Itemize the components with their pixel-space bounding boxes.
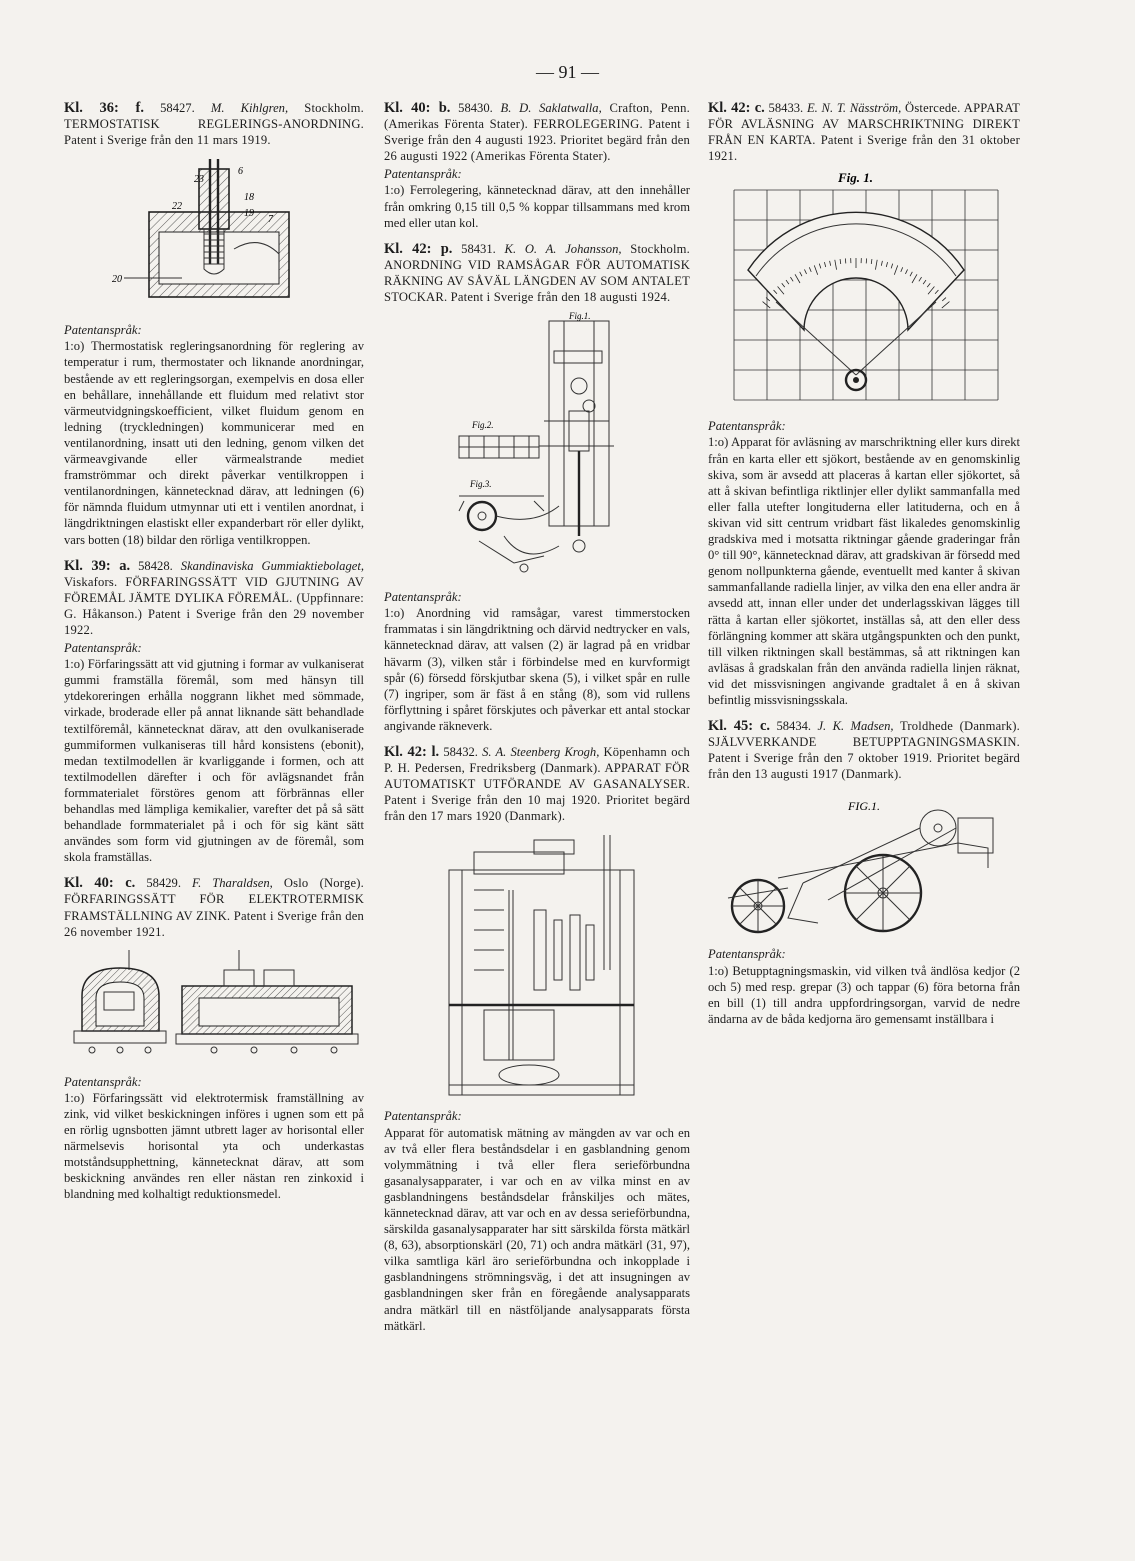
patent-number: 58429. [146, 876, 181, 891]
claim-text: 1:o) Betupptagningsmaskin, vid vilken två ändlösa kedjor (2 och 5) med resp. grepar (3) och tappar (6) föra betorna från en bill (1) till andra uppfordringsorgan, varvid de nedre ändarna av de båda kedjorna äro gemensamt inställbara i [708, 963, 1020, 1026]
class-code: Kl. 40: c. [64, 875, 136, 892]
fig-label: 6 [238, 166, 243, 178]
patent-entry-58428 [64, 558, 364, 866]
entry-heading: Östercede. APPARAT FÖR AVLÄSNING AV MARSCHRIKTNING DIREKT FRÅN EN KARTA. Patent i Sverige från den 31 oktober 1921. [708, 101, 1021, 164]
scale-tick [942, 298, 946, 301]
entry-heading: Köpenhamn och P. H. Pedersen, Fredriksberg (Danmark). APPARAT FÖR AUTOMATISKT UTFÖRANDE AV GASANALYSER. Patent i Sverige från den 10 maj 1920. Prioritet begärd från den 17 mars 1920 (Danmark). [384, 744, 690, 824]
entry-heading: Stockholm. ANORDNING VID RAMSÅGAR FÖR AUTOMATISK RÄKNING AV SÅVÄL LÄNGDEN AV SOM ANTALET STOCKAR. Patent i Sverige från den 18 augusti 1924. [384, 241, 690, 305]
fig-label: 20 [112, 274, 122, 286]
scale-tick [942, 302, 950, 308]
patent-number: 58431. [461, 241, 496, 256]
class-code: Kl. 42: c. [708, 100, 765, 116]
applicant: E. N. T. Näsström, [806, 101, 902, 115]
fig-label: Fig.3. [470, 479, 492, 490]
fig-label: 22 [172, 201, 182, 213]
figure-furnace [64, 946, 364, 1066]
fig-label: 18 [244, 192, 254, 204]
fig-title: Fig. 1. [838, 170, 874, 186]
figure-valve [64, 154, 364, 314]
claim-label: Patentanspråk: [64, 323, 142, 338]
class-code: Kl. 39: a. [64, 557, 131, 574]
patent-entry-58431 [384, 241, 690, 734]
figure-sawmill [384, 311, 690, 581]
class-code: Kl. 42: p. [384, 240, 453, 257]
figure-gas-apparatus [384, 830, 690, 1100]
patent-entry-58430 [384, 100, 690, 231]
column-3 [708, 100, 1020, 1037]
applicant: F. Tharaldsen, [192, 876, 273, 891]
entry-heading: Oslo (Norge). FÖRFARINGSSÄTT FÖR ELEKTROTERMISK FRAMSTÄLLNING AV ZINK. Patent i Sverige från den 26 november 1921. [64, 876, 365, 939]
patent-number: 58432. [443, 744, 478, 759]
claim-label: Patentanspråk: [64, 641, 142, 656]
class-code: Kl. 45: c. [708, 718, 771, 735]
claim-text: 1:o) Apparat för avläsning av marschriktning eller kurs direkt från en karta eller ett sjökort, bestående av en genomskinlig skiva, som är avsedd att placeras å kartan eller sjökortet, så att å skivan befintliga riktlinjer eller dylikt sammanfalla med eller falla utefter longituderna eller latituderna, och en å skivan vid sitt centrum vridbart fäst likaledes genomskinlig gradskiva med i motsatta riktningar gående graderingar från 0° till 90°, kännetecknad därav, att gradskivan är försedd med genom nollpunkterna gående, eventuellt med kanter å skivan sammanfallande radiella linjer, av vilka den ena eller andra är avsedd att, innan eller under det underlagsskivan lägges till rätta å kartan eller sjökortet, inställas så, att den eller dess förlängning kommer att skära utgångspunkten och den punkt, till vilken riktningen skall bestämmas, så att riktningen kan avläsas å gradskalan från den använda radiella linjen räknat, vid det missvisningen angivande gradtalet å en å skivan befintlig missvisningsskala. [708, 435, 1020, 707]
entry-heading: Stockholm. TERMOSTATISK REGLERINGS-ANORDNING. Patent i Sverige från den 11 mars 1919. [64, 101, 364, 148]
entry-heading: Crafton, Penn. (Amerikas Förenta Stater). FERROLEGERING. Patent i Sverige från den 4 augusti 1923. Prioritet begärd från den 26 augusti 1922 (Amerikas Förenta Stater). [384, 101, 691, 164]
claim-text: Apparat för automatisk mätning av mängden av var och en av två eller flera beståndsdelar i en gasblandning genom volymmätning i två eller flera serieförbundna gasanalysapparater, i var och en av vilka minst en av gasblandningens beståndsdelar frånskiljes och mätes, kännetecknad därav, att var och en av dessa serieförbundna, särskilda gasanalysapparater har sitt särskilda första mätkärl (8, 63), absorptionskärl (20, 71) och andra mätkärl (31, 97), vilka samtliga kärl äro serieförbundna och inkopplade i gasblandningens strömningsväg, i det att insugningen av gasblandningen sker från en föregående analysapparats andra mätkärl till en nästföljande analysapparats första mätkärl. [384, 1125, 690, 1333]
fig-label: Fig.2. [472, 420, 494, 431]
claim-label: Patentanspråk: [708, 419, 786, 434]
patent-entry-58433 [708, 100, 1020, 708]
column-1 [64, 100, 364, 1213]
class-code: Kl. 36: f. [64, 100, 144, 116]
claim-label: Patentanspråk: [708, 947, 786, 962]
figure-protractor-map [708, 170, 1020, 410]
fig-label: 23 [194, 174, 204, 186]
fig-label: 19 [244, 208, 254, 220]
claim-text: 1:o) Förfaringssätt att vid gjutning i formar av vulkaniserat gummi framställa föremål, som med hänsyn till ytdekoreringen erhålla noggrann likhet med sömmade, virkade, broderade eller på annat liknande sätt behandlade textilföremål, kännetecknat därav, att den ovulkaniserade gummiformen vulkaniseras till hård konsistens (ebonit), medan textilmodellen är kvarliggande i formen, och att textilmodellen därefter i och för avlägsnandet från formmaterialet förstöres genom att förbrännas eller behandlas med lämpliga kemikalier, varefter det på så sätt behandlade formmaterialet på i och för sig känt sätt användes som form vid gjutningen av de föremål, som skola framställas. [64, 657, 364, 865]
figure-beet-harvester [708, 788, 1020, 938]
applicant: B. D. Saklatwalla, [500, 101, 602, 115]
patent-entry-58432 [384, 744, 690, 1334]
patent-entry-58434 [708, 718, 1020, 1027]
fig-label: Fig.1. [569, 311, 591, 322]
patent-entry-58429 [64, 875, 364, 1202]
applicant: K. O. A. Johansson, [504, 241, 622, 256]
class-code: Kl. 42: l. [384, 743, 440, 760]
claim-text: 1:o) Ferrolegering, kännetecknad därav, att den innehåller från omkring 0,15 till 0,5 % koppar tillsammans med krom med eller utan kol. [384, 183, 690, 230]
page-number: — 91 — [536, 62, 599, 82]
claim-text: 1:o) Thermostatisk regleringsanordning för reglering av temperatur i rum, thermostater och liknande anordningar, bestående av ett regleringsorgan, exempelvis en dosa eller en behållare, innehållande ett fluidum med relativt stor värmeutvidgningskoefficient, vilket fluidum genom en ledning (tryckledningen) kommunicerar med en ventilanordning, insatt uti den ledning, genom vilken det värmeavgivande eller värmealstrande mediet framströmmar och direkt påverkar ventilkroppen i ventilanordningen, kännetecknad därav, att ledningen (6) för nämnda fluidum utmynnar uti ett i ventilen anordnat, i längdriktningen elastiskt eller expanderbart rör eller dylikt, vars botten (18) bildar den rörliga ventilkroppen. [64, 339, 364, 547]
patent-number: 58433. [768, 101, 804, 115]
patent-number: 58428. [138, 558, 173, 573]
scale-tick [763, 302, 771, 308]
patent-number: 58430. [458, 101, 493, 115]
class-code: Kl. 40: b. [384, 100, 451, 116]
patent-number: 58427. [160, 101, 195, 115]
claim-label: Patentanspråk: [64, 1074, 142, 1089]
column-2 [384, 100, 690, 1344]
pivot-center-icon [853, 377, 859, 383]
fig-label: 7 [268, 214, 273, 226]
patent-entry-58427 [64, 100, 364, 548]
fig-title: FIG.1. [848, 799, 880, 814]
applicant: M. Kihlgren, [210, 101, 289, 115]
patent-number: 58434. [776, 719, 812, 734]
claim-text: 1:o) Förfaringssätt vid elektrotermisk framställning av zink, vid vilket beskickningen införes i ugnen som ett på en rörlig ugnsbotten jämnt utbrett lager av horisontal eller närmelsevis horisontal yta och underkastas motståndsupphettning, kännetecknat därav, att som beskickning användes ren eller nästan ren zinkoxid i blandning med kolhaltigt reduktionsmedel. [64, 1090, 364, 1202]
applicant: S. A. Steenberg Krogh, [482, 744, 600, 759]
applicant: Skandinaviska Gummiaktiebolaget, [180, 558, 365, 573]
entry-heading: Troldhede (Danmark). SJÄLVVERKANDE BETUPPTAGNINGSMASKIN. Patent i Sverige från den 7 oktober 1919. Prioritet begärd från den 13 augusti 1917 (Danmark). [708, 719, 1021, 782]
entry-heading: Viskafors. FÖRFARINGSSÄTT VID GJUTNING AV FÖREMÅL JÄMTE DYLIKA FÖREMÅL. (Uppfinnare: G. Håkanson.) Patent i Sverige från den 29 november 1922. [64, 574, 364, 637]
applicant: J. K. Madsen, [817, 719, 894, 734]
claim-label: Patentanspråk: [384, 590, 462, 605]
claim-label: Patentanspråk: [384, 1109, 462, 1124]
claim-text: 1:o) Anordning vid ramsågar, varest timmerstocken frammatas i sin längdriktning och därvid nedtrycker en vals, kännetecknad därav, att valsen (2) är lagrad på en vridbar hävarm (3), vilken står i förbindelse med en kurvformigt spår (6) försedd förskjutbar skena (5), i vilket spår en rulle (7) ingriper, som är fäst å en stång (8), som vid rullens förflyttning i spåret förskjutes och påverkar ett antal stockar angivande räkneverk. [384, 606, 690, 733]
claim-label: Patentanspråk: [384, 167, 462, 182]
